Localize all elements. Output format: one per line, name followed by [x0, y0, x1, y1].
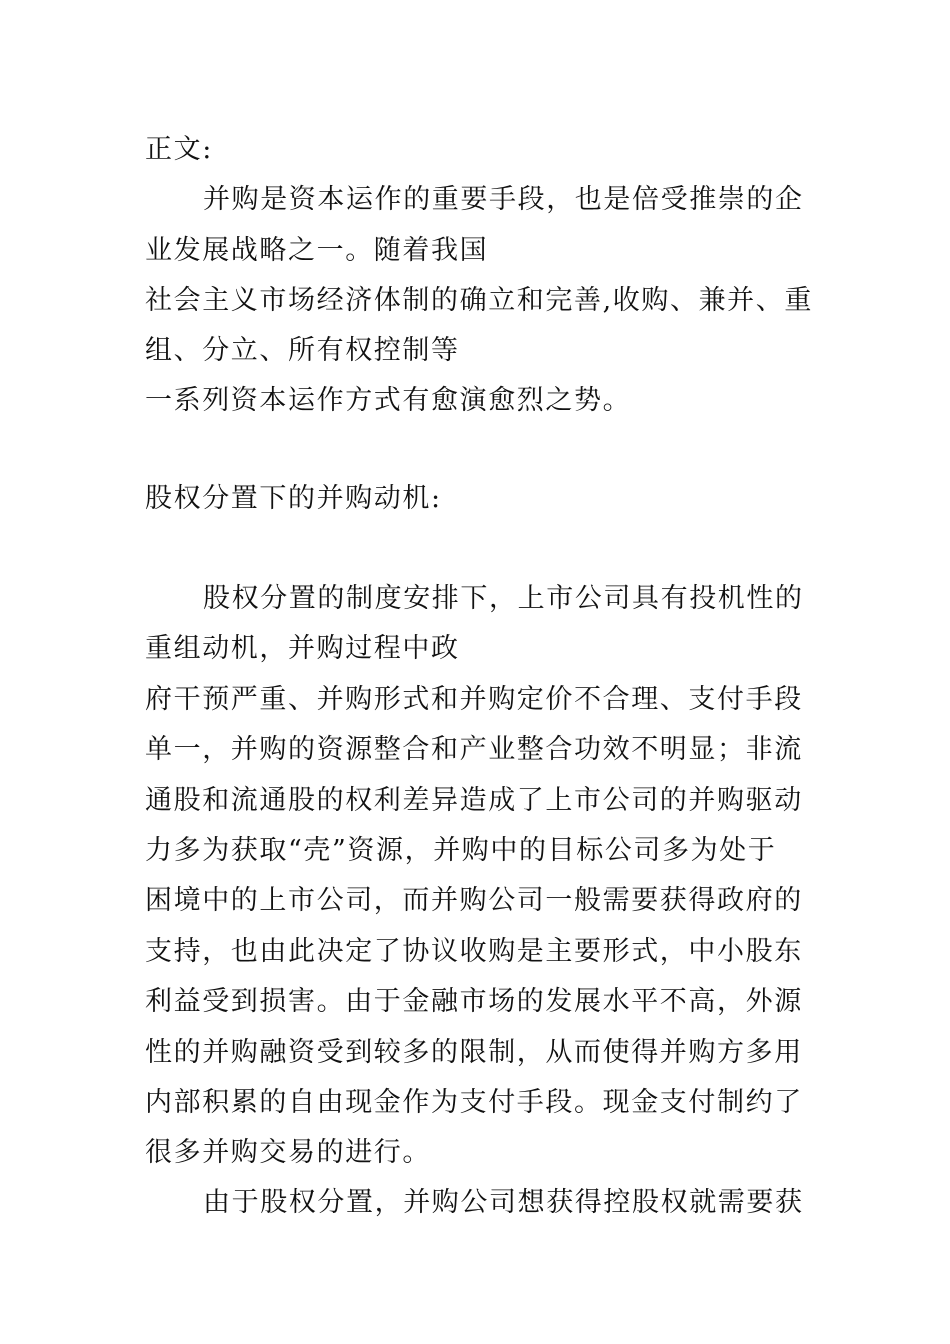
- paragraph-line: 支持，也由此决定了协议收购是主要形式，中小股东: [145, 936, 803, 967]
- paragraph-line: 股权分置的制度安排下，上市公司具有投机性的: [203, 583, 804, 614]
- paragraph-line: 业发展战略之一。随着我国: [145, 235, 489, 266]
- paragraph-line: 内部积累的自由现金作为支付手段。现金支付制约了: [145, 1087, 803, 1118]
- paragraph-line: 并购是资本运作的重要手段，也是倍受推崇的企: [203, 184, 804, 215]
- paragraph-line: 利益受到损害。由于金融市场的发展水平不高，外源: [145, 986, 803, 1017]
- paragraph-line: 府干预严重、并购形式和并购定价不合理、支付手段: [145, 684, 803, 715]
- paragraph-line: 性的并购融资受到较多的限制，从而使得并购方多用: [145, 1037, 803, 1068]
- paragraph-line: 通股和流通股的权利差异造成了上市公司的并购驱动: [145, 785, 803, 816]
- paragraph-line: 由于股权分置，并购公司想获得控股权就需要获: [203, 1187, 804, 1218]
- paragraph-line: 一系列资本运作方式有愈演愈烈之势。: [145, 385, 632, 416]
- main-heading: 正文:: [145, 134, 213, 165]
- paragraph-line: 社会主义市场经济体制的确立和完善,收购、兼并、重: [145, 285, 813, 316]
- paragraph-line: 很多并购交易的进行。: [145, 1137, 431, 1168]
- paragraph-line: 重组动机，并购过程中政: [145, 633, 460, 664]
- paragraph-line: 力多为获取“壳”资源，并购中的目标公司多为处于: [145, 835, 777, 866]
- paragraph-line: 困境中的上市公司，而并购公司一般需要获得政府的: [145, 885, 803, 916]
- paragraph-line: 组、分立、所有权控制等: [145, 335, 460, 366]
- paragraph-line: 单一，并购的资源整合和产业整合功效不明显；非流: [145, 734, 803, 765]
- section-heading: 股权分置下的并购动机:: [145, 483, 442, 514]
